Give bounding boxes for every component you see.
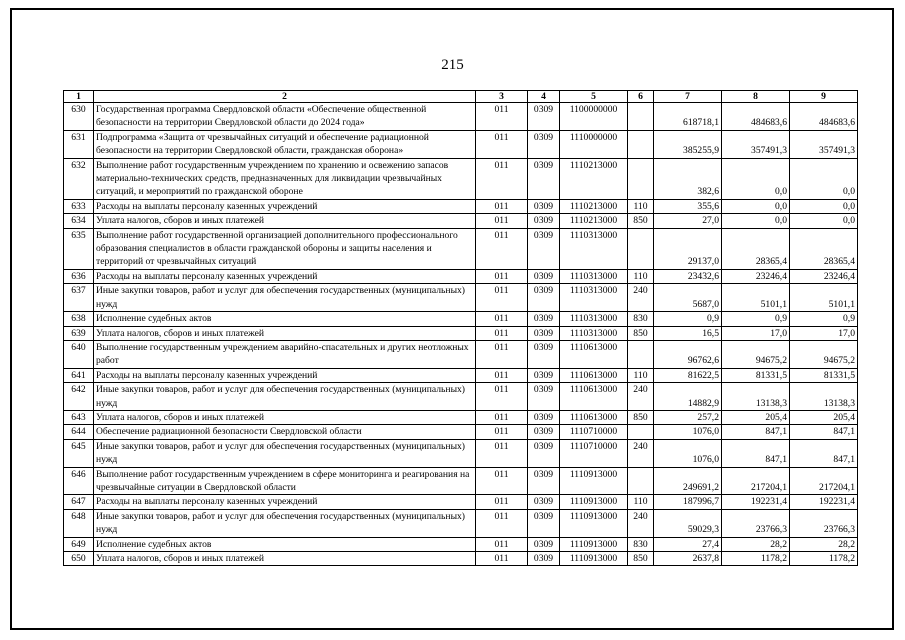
amount-9-cell: 847,1 <box>790 439 858 467</box>
amount-9-cell: 23246,4 <box>790 269 858 283</box>
item-name-cell: Исполнение судебных актов <box>94 312 476 326</box>
code-3-cell: 011 <box>476 439 528 467</box>
code-6-cell: 240 <box>628 439 654 467</box>
amount-7-cell: 382,6 <box>654 158 722 199</box>
item-name-cell: Расходы на выплаты персоналу казенных учреждений <box>94 269 476 283</box>
row-number-cell: 641 <box>64 368 94 382</box>
code-6-cell: 240 <box>628 509 654 537</box>
code-3-cell: 011 <box>476 495 528 509</box>
amount-8-cell: 28,2 <box>722 537 790 551</box>
code-6-cell <box>628 467 654 495</box>
row-number-cell: 630 <box>64 103 94 131</box>
amount-9-cell: 81331,5 <box>790 368 858 382</box>
table-row <box>64 495 858 509</box>
code-3-cell: 011 <box>476 214 528 228</box>
code-5-cell: 1110913000 <box>560 509 628 537</box>
table-row <box>64 199 858 213</box>
code-6-cell: 830 <box>628 312 654 326</box>
amount-8-cell: 0,9 <box>722 312 790 326</box>
code-6-cell <box>628 228 654 269</box>
amount-7-cell: 385255,9 <box>654 130 722 158</box>
amount-8-cell: 17,0 <box>722 326 790 340</box>
amount-9-cell: 847,1 <box>790 425 858 439</box>
amount-7-cell: 27,4 <box>654 537 722 551</box>
code-3-cell: 011 <box>476 383 528 411</box>
amount-7-cell: 5687,0 <box>654 284 722 312</box>
code-4-cell: 0309 <box>528 509 560 537</box>
amount-9-cell: 217204,1 <box>790 467 858 495</box>
amount-9-cell: 13138,3 <box>790 383 858 411</box>
amount-7-cell: 59029,3 <box>654 509 722 537</box>
code-6-cell: 850 <box>628 552 654 566</box>
budget-table <box>63 90 858 566</box>
amount-8-cell: 192231,4 <box>722 495 790 509</box>
row-number-cell: 650 <box>64 552 94 566</box>
amount-8-cell: 357491,3 <box>722 130 790 158</box>
amount-7-cell: 14882,9 <box>654 383 722 411</box>
code-3-cell: 011 <box>476 340 528 368</box>
amount-8-cell: 0,0 <box>722 199 790 213</box>
amount-9-cell: 0,0 <box>790 199 858 213</box>
amount-7-cell: 96762,6 <box>654 340 722 368</box>
code-5-cell: 1110613000 <box>560 368 628 382</box>
amount-9-cell: 205,4 <box>790 410 858 424</box>
row-number-cell: 648 <box>64 509 94 537</box>
amount-8-cell: 0,0 <box>722 158 790 199</box>
code-6-cell <box>628 425 654 439</box>
table-row <box>64 284 858 312</box>
amount-7-cell: 0,9 <box>654 312 722 326</box>
code-4-cell: 0309 <box>528 410 560 424</box>
item-name-cell: Исполнение судебных актов <box>94 537 476 551</box>
header-row <box>64 91 858 103</box>
code-6-cell: 110 <box>628 495 654 509</box>
amount-9-cell: 0,0 <box>790 214 858 228</box>
code-5-cell: 1110613000 <box>560 383 628 411</box>
code-3-cell: 011 <box>476 368 528 382</box>
code-4-cell: 0309 <box>528 340 560 368</box>
code-5-cell: 1110313000 <box>560 326 628 340</box>
code-4-cell: 0309 <box>528 495 560 509</box>
code-4-cell: 0309 <box>528 269 560 283</box>
code-5-cell: 1110913000 <box>560 537 628 551</box>
item-name-cell: Расходы на выплаты персоналу казенных учреждений <box>94 199 476 213</box>
amount-8-cell: 23766,3 <box>722 509 790 537</box>
amount-9-cell: 484683,6 <box>790 103 858 131</box>
code-6-cell: 110 <box>628 199 654 213</box>
header-cell: 6 <box>628 91 654 103</box>
item-name-cell: Иные закупки товаров, работ и услуг для обеспечения государственных (муниципальных) нужд <box>94 383 476 411</box>
header-cell: 1 <box>64 91 94 103</box>
code-5-cell: 1110213000 <box>560 158 628 199</box>
table-row <box>64 130 858 158</box>
code-6-cell: 240 <box>628 383 654 411</box>
code-4-cell: 0309 <box>528 439 560 467</box>
item-name-cell: Выполнение работ государственной организацией дополнительного профессионального образования специалистов в области гражданской обороны и защиты населения и территорий от чрезвычайных ситуаций <box>94 228 476 269</box>
item-name-cell: Уплата налогов, сборов и иных платежей <box>94 214 476 228</box>
amount-7-cell: 1076,0 <box>654 439 722 467</box>
table-row <box>64 158 858 199</box>
code-4-cell: 0309 <box>528 214 560 228</box>
code-4-cell: 0309 <box>528 326 560 340</box>
code-4-cell: 0309 <box>528 425 560 439</box>
code-6-cell: 110 <box>628 368 654 382</box>
code-6-cell <box>628 130 654 158</box>
code-5-cell: 1110313000 <box>560 312 628 326</box>
amount-7-cell: 187996,7 <box>654 495 722 509</box>
table-row <box>64 368 858 382</box>
code-5-cell: 1110213000 <box>560 199 628 213</box>
code-4-cell: 0309 <box>528 158 560 199</box>
header-cell: 9 <box>790 91 858 103</box>
amount-8-cell: 0,0 <box>722 214 790 228</box>
amount-9-cell: 192231,4 <box>790 495 858 509</box>
row-number-cell: 638 <box>64 312 94 326</box>
code-4-cell: 0309 <box>528 312 560 326</box>
amount-7-cell: 618718,1 <box>654 103 722 131</box>
amount-8-cell: 94675,2 <box>722 340 790 368</box>
row-number-cell: 639 <box>64 326 94 340</box>
code-3-cell: 011 <box>476 410 528 424</box>
item-name-cell: Иные закупки товаров, работ и услуг для обеспечения государственных (муниципальных) нужд <box>94 284 476 312</box>
item-name-cell: Иные закупки товаров, работ и услуг для обеспечения государственных (муниципальных) нужд <box>94 439 476 467</box>
amount-8-cell: 217204,1 <box>722 467 790 495</box>
amount-9-cell: 28365,4 <box>790 228 858 269</box>
code-5-cell: 1110913000 <box>560 467 628 495</box>
code-6-cell: 850 <box>628 326 654 340</box>
code-3-cell: 011 <box>476 199 528 213</box>
code-4-cell: 0309 <box>528 383 560 411</box>
header-cell: 3 <box>476 91 528 103</box>
item-name-cell: Выполнение работ государственным учреждением по хранению и освежению запасов материально-технических средств, предназначенных для ликвидации чрезвычайных ситуаций, и мероприятий по гражданской обороне <box>94 158 476 199</box>
amount-8-cell: 484683,6 <box>722 103 790 131</box>
row-number-cell: 643 <box>64 410 94 424</box>
header-cell: 4 <box>528 91 560 103</box>
code-5-cell: 1110313000 <box>560 284 628 312</box>
table-row <box>64 326 858 340</box>
row-number-cell: 644 <box>64 425 94 439</box>
code-5-cell: 1110000000 <box>560 130 628 158</box>
table-row <box>64 467 858 495</box>
amount-7-cell: 249691,2 <box>654 467 722 495</box>
row-number-cell: 634 <box>64 214 94 228</box>
amount-9-cell: 17,0 <box>790 326 858 340</box>
item-name-cell: Выполнение государственным учреждением аварийно-спасательных и других неотложных работ <box>94 340 476 368</box>
item-name-cell: Выполнение работ государственным учреждением в сфере мониторинга и реагирования на чрезвычайные ситуации в Свердловской области <box>94 467 476 495</box>
code-6-cell: 830 <box>628 537 654 551</box>
header-cell: 8 <box>722 91 790 103</box>
amount-8-cell: 13138,3 <box>722 383 790 411</box>
code-6-cell: 110 <box>628 269 654 283</box>
amount-8-cell: 1178,2 <box>722 552 790 566</box>
code-3-cell: 011 <box>476 552 528 566</box>
amount-8-cell: 847,1 <box>722 439 790 467</box>
code-5-cell: 1110913000 <box>560 495 628 509</box>
header-cell: 5 <box>560 91 628 103</box>
amount-8-cell: 205,4 <box>722 410 790 424</box>
code-6-cell <box>628 103 654 131</box>
code-3-cell: 011 <box>476 467 528 495</box>
row-number-cell: 647 <box>64 495 94 509</box>
amount-7-cell: 27,0 <box>654 214 722 228</box>
amount-9-cell: 94675,2 <box>790 340 858 368</box>
amount-9-cell: 23766,3 <box>790 509 858 537</box>
code-3-cell: 011 <box>476 312 528 326</box>
amount-7-cell: 81622,5 <box>654 368 722 382</box>
table-row <box>64 425 858 439</box>
row-number-cell: 637 <box>64 284 94 312</box>
item-name-cell: Государственная программа Свердловской области «Обеспечение общественной безопасности на территории Свердловской области до 2024 года» <box>94 103 476 131</box>
code-6-cell: 240 <box>628 284 654 312</box>
amount-9-cell: 0,0 <box>790 158 858 199</box>
item-name-cell: Уплата налогов, сборов и иных платежей <box>94 326 476 340</box>
table-row <box>64 439 858 467</box>
code-5-cell: 1110213000 <box>560 214 628 228</box>
code-6-cell <box>628 340 654 368</box>
code-5-cell: 1110313000 <box>560 228 628 269</box>
code-4-cell: 0309 <box>528 368 560 382</box>
amount-9-cell: 5101,1 <box>790 284 858 312</box>
page-number: 215 <box>441 57 464 73</box>
code-4-cell: 0309 <box>528 228 560 269</box>
code-6-cell <box>628 158 654 199</box>
amount-7-cell: 355,6 <box>654 199 722 213</box>
amount-9-cell: 1178,2 <box>790 552 858 566</box>
amount-8-cell: 5101,1 <box>722 284 790 312</box>
code-4-cell: 0309 <box>528 284 560 312</box>
amount-8-cell: 23246,4 <box>722 269 790 283</box>
item-name-cell: Уплата налогов, сборов и иных платежей <box>94 552 476 566</box>
code-4-cell: 0309 <box>528 103 560 131</box>
code-3-cell: 011 <box>476 158 528 199</box>
amount-7-cell: 257,2 <box>654 410 722 424</box>
amount-8-cell: 81331,5 <box>722 368 790 382</box>
row-number-cell: 645 <box>64 439 94 467</box>
code-5-cell: 1110613000 <box>560 340 628 368</box>
row-number-cell: 632 <box>64 158 94 199</box>
code-3-cell: 011 <box>476 269 528 283</box>
amount-7-cell: 16,5 <box>654 326 722 340</box>
amount-9-cell: 0,9 <box>790 312 858 326</box>
code-4-cell: 0309 <box>528 552 560 566</box>
code-5-cell: 1100000000 <box>560 103 628 131</box>
table-row <box>64 383 858 411</box>
code-3-cell: 011 <box>476 284 528 312</box>
row-number-cell: 633 <box>64 199 94 213</box>
row-number-cell: 642 <box>64 383 94 411</box>
row-number-cell: 631 <box>64 130 94 158</box>
amount-7-cell: 2637,8 <box>654 552 722 566</box>
amount-8-cell: 28365,4 <box>722 228 790 269</box>
header-cell: 2 <box>94 91 476 103</box>
row-number-cell: 636 <box>64 269 94 283</box>
code-3-cell: 011 <box>476 228 528 269</box>
amount-9-cell: 28,2 <box>790 537 858 551</box>
header-cell: 7 <box>654 91 722 103</box>
table-row <box>64 537 858 551</box>
item-name-cell: Обеспечение радиационной безопасности Свердловской области <box>94 425 476 439</box>
amount-7-cell: 29137,0 <box>654 228 722 269</box>
code-5-cell: 1110313000 <box>560 269 628 283</box>
row-number-cell: 635 <box>64 228 94 269</box>
code-6-cell: 850 <box>628 214 654 228</box>
item-name-cell: Иные закупки товаров, работ и услуг для обеспечения государственных (муниципальных) нужд <box>94 509 476 537</box>
table-row <box>64 410 858 424</box>
code-3-cell: 011 <box>476 537 528 551</box>
item-name-cell: Уплата налогов, сборов и иных платежей <box>94 410 476 424</box>
amount-9-cell: 357491,3 <box>790 130 858 158</box>
row-number-cell: 640 <box>64 340 94 368</box>
code-5-cell: 1110613000 <box>560 410 628 424</box>
code-3-cell: 011 <box>476 425 528 439</box>
amount-7-cell: 23432,6 <box>654 269 722 283</box>
table-row <box>64 312 858 326</box>
amount-8-cell: 847,1 <box>722 425 790 439</box>
code-4-cell: 0309 <box>528 537 560 551</box>
code-5-cell: 1110913000 <box>560 552 628 566</box>
table-row <box>64 509 858 537</box>
table-row <box>64 340 858 368</box>
code-4-cell: 0309 <box>528 199 560 213</box>
amount-7-cell: 1076,0 <box>654 425 722 439</box>
item-name-cell: Расходы на выплаты персоналу казенных учреждений <box>94 495 476 509</box>
table-row <box>64 103 858 131</box>
code-4-cell: 0309 <box>528 467 560 495</box>
code-5-cell: 1110710000 <box>560 425 628 439</box>
row-number-cell: 649 <box>64 537 94 551</box>
code-3-cell: 011 <box>476 103 528 131</box>
table-row <box>64 269 858 283</box>
item-name-cell: Расходы на выплаты персоналу казенных учреждений <box>94 368 476 382</box>
code-3-cell: 011 <box>476 509 528 537</box>
table-row <box>64 228 858 269</box>
row-number-cell: 646 <box>64 467 94 495</box>
code-4-cell: 0309 <box>528 130 560 158</box>
item-name-cell: Подпрограмма «Защита от чрезвычайных ситуаций и обеспечение радиационной безопасности на территории Свердловской области, гражданская оборона» <box>94 130 476 158</box>
table-row <box>64 214 858 228</box>
code-3-cell: 011 <box>476 130 528 158</box>
code-5-cell: 1110710000 <box>560 439 628 467</box>
code-6-cell: 850 <box>628 410 654 424</box>
table-row <box>64 552 858 566</box>
code-3-cell: 011 <box>476 326 528 340</box>
